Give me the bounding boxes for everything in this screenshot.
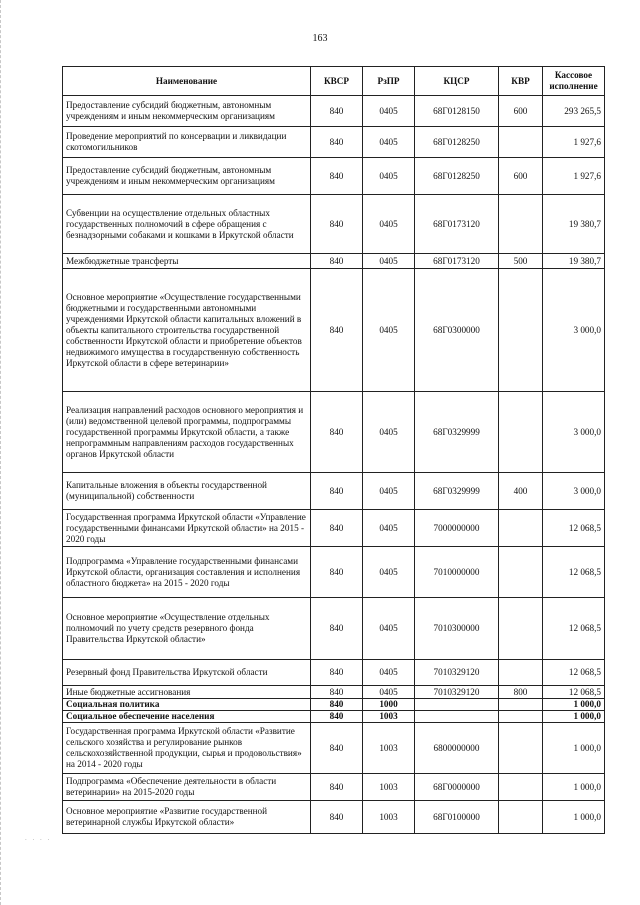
row-kcsr-cell: 68Г0128250 <box>415 127 499 158</box>
row-kvr-cell <box>499 801 543 834</box>
row-kcsr-cell: 68Г0128150 <box>415 96 499 127</box>
row-name-cell: Резервный фонд Правительства Иркутской области <box>63 660 311 686</box>
table-row <box>63 686 605 699</box>
row-rzpr-cell: 0405 <box>363 598 415 660</box>
row-kcsr-cell: 68Г0100000 <box>415 801 499 834</box>
row-kvr-cell: 400 <box>499 473 543 510</box>
row-amount-cell: 12 068,5 <box>543 598 605 660</box>
row-kvsr-cell: 840 <box>311 774 363 801</box>
row-rzpr-cell: 1003 <box>363 801 415 834</box>
row-kcsr-cell: 68Г0329999 <box>415 392 499 473</box>
row-kvr-cell <box>499 392 543 473</box>
table-row <box>63 723 605 774</box>
row-kvsr-cell: 840 <box>311 598 363 660</box>
header-cash-execution: Кассовое исполнение <box>543 67 605 96</box>
table-row <box>63 660 605 686</box>
row-name-cell: Социальная политика <box>63 699 311 711</box>
page-number: 163 <box>312 33 328 44</box>
row-name-cell: Основное мероприятие «Осуществление отдельных полномочий по учету средств резервного фонда Правительства Иркутской области» <box>63 598 311 660</box>
row-kvsr-cell: 840 <box>311 801 363 834</box>
row-kvsr-cell: 840 <box>311 547 363 598</box>
row-kvr-cell <box>499 598 543 660</box>
row-kvsr-cell: 840 <box>311 473 363 510</box>
row-kvr-cell: 600 <box>499 158 543 195</box>
row-rzpr-cell: 0405 <box>363 254 415 269</box>
row-rzpr-cell: 0405 <box>363 660 415 686</box>
row-name-cell: Предоставление субсидий бюджетным, автономным учреждениям и иным некоммерческим организациям <box>63 96 311 127</box>
row-rzpr-cell: 1003 <box>363 711 415 723</box>
row-amount-cell: 12 068,5 <box>543 547 605 598</box>
row-name-cell: Субвенции на осуществление отдельных областных государственных полномочий в сфере обращения с безнадзорными собаками и кошками в Иркутской области <box>63 195 311 254</box>
row-kcsr-cell: 7010329120 <box>415 686 499 699</box>
row-kvr-cell <box>499 699 543 711</box>
table-row <box>63 547 605 598</box>
table-row <box>63 598 605 660</box>
row-amount-cell: 12 068,5 <box>543 510 605 547</box>
row-kvr-cell <box>499 510 543 547</box>
row-amount-cell: 1 000,0 <box>543 801 605 834</box>
row-name-cell: Предоставление субсидий бюджетным, автономным учреждениям и иным некоммерческим организациям <box>63 158 311 195</box>
row-kcsr-cell: 7010329120 <box>415 660 499 686</box>
row-name-cell: Социальное обеспечение населения <box>63 711 311 723</box>
scan-artifact: . . . . <box>25 834 52 842</box>
row-amount-cell: 1 000,0 <box>543 699 605 711</box>
row-name-cell: Основное мероприятие «Развитие государственной ветеринарной службы Иркутской области» <box>63 801 311 834</box>
row-rzpr-cell: 0405 <box>363 127 415 158</box>
row-kvsr-cell: 840 <box>311 510 363 547</box>
row-kvsr-cell: 840 <box>311 711 363 723</box>
row-rzpr-cell: 0405 <box>363 547 415 598</box>
row-rzpr-cell: 0405 <box>363 473 415 510</box>
row-rzpr-cell: 1003 <box>363 723 415 774</box>
row-amount-cell: 1 000,0 <box>543 774 605 801</box>
row-kvsr-cell: 840 <box>311 392 363 473</box>
row-rzpr-cell: 0405 <box>363 686 415 699</box>
table-row <box>63 510 605 547</box>
row-kvsr-cell: 840 <box>311 195 363 254</box>
table-row <box>63 269 605 392</box>
row-kvr-cell <box>499 711 543 723</box>
row-kcsr-cell <box>415 699 499 711</box>
row-name-cell: Подпрограмма «Обеспечение деятельности в области ветеринарии» на 2015-2020 годы <box>63 774 311 801</box>
row-kvsr-cell: 840 <box>311 686 363 699</box>
row-kvsr-cell: 840 <box>311 96 363 127</box>
row-kvr-cell <box>499 269 543 392</box>
row-kvr-cell <box>499 195 543 254</box>
table-row <box>63 195 605 254</box>
row-rzpr-cell: 0405 <box>363 269 415 392</box>
row-name-cell: Иные бюджетные ассигнования <box>63 686 311 699</box>
row-name-cell: Проведение мероприятий по консервации и ликвидации скотомогильников <box>63 127 311 158</box>
row-kvsr-cell: 840 <box>311 127 363 158</box>
row-kcsr-cell: 7010000000 <box>415 547 499 598</box>
row-kvr-cell <box>499 660 543 686</box>
row-name-cell: Подпрограмма «Управление государственными финансами Иркутской области, организация составления и исполнения областного бюджета» на 2015 - 2020 годы <box>63 547 311 598</box>
row-kvsr-cell: 840 <box>311 158 363 195</box>
row-kcsr-cell: 68Г0000000 <box>415 774 499 801</box>
row-rzpr-cell: 0405 <box>363 392 415 473</box>
row-kvsr-cell: 840 <box>311 660 363 686</box>
row-name-cell: Межбюджетные трансферты <box>63 254 311 269</box>
table-row <box>63 699 605 711</box>
row-rzpr-cell: 0405 <box>363 96 415 127</box>
row-kvsr-cell: 840 <box>311 723 363 774</box>
row-kcsr-cell: 68Г0128250 <box>415 158 499 195</box>
row-amount-cell: 1 927,6 <box>543 127 605 158</box>
row-kcsr-cell: 68Г0329999 <box>415 473 499 510</box>
table-row <box>63 711 605 723</box>
row-amount-cell: 3 000,0 <box>543 473 605 510</box>
row-kvsr-cell: 840 <box>311 254 363 269</box>
row-kvr-cell <box>499 774 543 801</box>
row-kvsr-cell: 840 <box>311 699 363 711</box>
row-kcsr-cell <box>415 711 499 723</box>
row-amount-cell: 1 000,0 <box>543 711 605 723</box>
header-kvsr: КВСР <box>311 67 363 96</box>
row-kvr-cell <box>499 723 543 774</box>
row-rzpr-cell: 0405 <box>363 195 415 254</box>
table-row <box>63 801 605 834</box>
row-rzpr-cell: 0405 <box>363 158 415 195</box>
header-kcsr: КЦСР <box>415 67 499 96</box>
row-amount-cell: 293 265,5 <box>543 96 605 127</box>
row-kcsr-cell: 7010300000 <box>415 598 499 660</box>
table-body <box>63 96 605 834</box>
row-amount-cell: 19 380,7 <box>543 254 605 269</box>
row-rzpr-cell: 0405 <box>363 510 415 547</box>
row-kvsr-cell: 840 <box>311 269 363 392</box>
row-kcsr-cell: 6800000000 <box>415 723 499 774</box>
row-rzpr-cell: 1003 <box>363 774 415 801</box>
header-rzpr: РзПР <box>363 67 415 96</box>
header-kvr: КВР <box>499 67 543 96</box>
row-name-cell: Основное мероприятие «Осуществление государственными бюджетными и государственными автономными учреждениями Иркутской области капитальных вложений в объекты капитального строительства государственной собственности Иркутской области и приобретение объектов недвижимого имущества в государственную собственность Иркутской области в сфере ветеринарии» <box>63 269 311 392</box>
row-kcsr-cell: 68Г0173120 <box>415 254 499 269</box>
row-amount-cell: 3 000,0 <box>543 269 605 392</box>
row-kvr-cell: 800 <box>499 686 543 699</box>
row-kvr-cell: 500 <box>499 254 543 269</box>
table-row <box>63 96 605 127</box>
row-amount-cell: 3 000,0 <box>543 392 605 473</box>
row-kcsr-cell: 7000000000 <box>415 510 499 547</box>
table-row <box>63 392 605 473</box>
row-amount-cell: 12 068,5 <box>543 686 605 699</box>
scan-margin <box>0 0 5 905</box>
row-amount-cell: 19 380,7 <box>543 195 605 254</box>
row-kvr-cell <box>499 127 543 158</box>
table-row <box>63 473 605 510</box>
row-kcsr-cell: 68Г0173120 <box>415 195 499 254</box>
row-kvr-cell <box>499 547 543 598</box>
row-name-cell: Капитальные вложения в объекты государственной (муниципальной) собственности <box>63 473 311 510</box>
row-amount-cell: 1 927,6 <box>543 158 605 195</box>
table-header-row <box>63 67 605 96</box>
budget-table <box>62 66 605 834</box>
header-name: Наименование <box>63 67 311 96</box>
row-name-cell: Государственная программа Иркутской области «Управление государственными финансами Иркутской области» на 2015 - 2020 годы <box>63 510 311 547</box>
table-row <box>63 127 605 158</box>
row-amount-cell: 12 068,5 <box>543 660 605 686</box>
row-kcsr-cell: 68Г0300000 <box>415 269 499 392</box>
table-row <box>63 158 605 195</box>
table-row <box>63 774 605 801</box>
row-name-cell: Реализация направлений расходов основного мероприятия и (или) ведомственной целевой программы, подпрограммы государственной программы Иркутской области, а также непрограммным направлениям расходов государственных органов Иркутской области <box>63 392 311 473</box>
table-row <box>63 254 605 269</box>
row-name-cell: Государственная программа Иркутской области «Развитие сельского хозяйства и регулирование рынков сельскохозяйственной продукции, сырья и продовольствия» на 2014 - 2020 годы <box>63 723 311 774</box>
row-amount-cell: 1 000,0 <box>543 723 605 774</box>
row-kvr-cell: 600 <box>499 96 543 127</box>
row-rzpr-cell: 1000 <box>363 699 415 711</box>
